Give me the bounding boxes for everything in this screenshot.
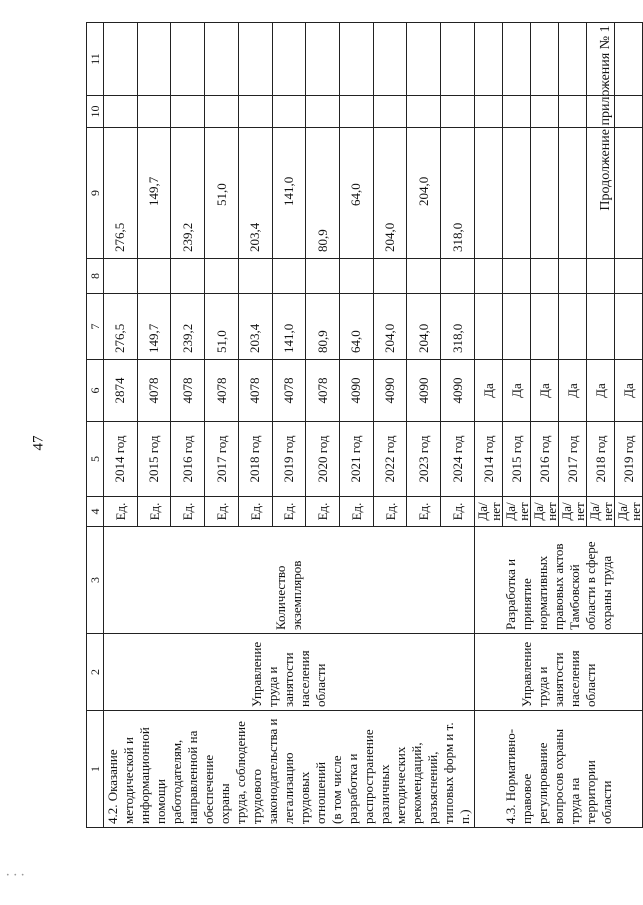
value-cell-9: 239,2 — [171, 128, 205, 259]
value-cell-6: Да — [531, 360, 559, 422]
value-cell-7: 51,0 — [205, 294, 239, 360]
unit-cell: Да/ нет — [615, 497, 643, 527]
value-cell-10 — [587, 96, 615, 128]
value-cell-7 — [475, 294, 503, 360]
column-number-6: 6 — [87, 360, 104, 422]
value-cell-8 — [171, 259, 205, 294]
value-cell-7: 64,0 — [340, 294, 374, 360]
value-cell-11 — [137, 23, 171, 96]
unit-cell: Да/ нет — [503, 497, 531, 527]
unit-cell: Да/ нет — [531, 497, 559, 527]
indicator-name: Разработка и принятие нормативных правовых актов Тамбовской области в сфере охраны труда — [475, 527, 643, 634]
value-cell-9 — [475, 128, 503, 259]
year-cell: 2024 год — [441, 422, 475, 497]
value-cell-7 — [559, 294, 587, 360]
value-cell-6: Да — [615, 360, 643, 422]
year-cell: 2014 год — [475, 422, 503, 497]
measure-description: 4.3. Нормативно- правовое регулирование вопросов охраны труда на территории области — [475, 711, 643, 828]
value-cell-11 — [503, 23, 531, 96]
value-cell-9: 51,0 — [205, 128, 239, 259]
year-cell: 2023 год — [407, 422, 441, 497]
value-cell-7 — [587, 294, 615, 360]
value-cell-11 — [475, 23, 503, 96]
year-cell: 2016 год — [531, 422, 559, 497]
value-cell-8 — [441, 259, 475, 294]
value-cell-8 — [137, 259, 171, 294]
value-cell-11 — [615, 23, 643, 96]
year-cell: 2019 год — [272, 422, 306, 497]
value-cell-8 — [238, 259, 272, 294]
year-cell: 2017 год — [205, 422, 239, 497]
value-cell-9 — [615, 128, 643, 259]
value-cell-7 — [503, 294, 531, 360]
value-cell-10 — [171, 96, 205, 128]
responsible-executor: Управление труда и занятости населения области — [475, 634, 643, 711]
value-cell-11 — [104, 23, 138, 96]
value-cell-6: 4078 — [238, 360, 272, 422]
value-cell-10 — [531, 96, 559, 128]
value-cell-11 — [559, 23, 587, 96]
column-number-4: 4 — [87, 497, 104, 527]
column-number-3: 3 — [87, 527, 104, 634]
value-cell-8 — [104, 259, 138, 294]
value-cell-8 — [475, 259, 503, 294]
value-cell-8 — [587, 259, 615, 294]
value-cell-6: 4090 — [441, 360, 475, 422]
value-cell-11 — [171, 23, 205, 96]
value-cell-7: 204,0 — [373, 294, 407, 360]
rotated-table-container — [86, 23, 643, 828]
value-cell-8 — [340, 259, 374, 294]
value-cell-9: 204,0 — [407, 128, 441, 259]
value-cell-7: 276,5 — [104, 294, 138, 360]
value-cell-7: 204,0 — [407, 294, 441, 360]
value-cell-6: 4090 — [407, 360, 441, 422]
value-cell-9 — [503, 128, 531, 259]
year-cell: 2014 год — [104, 422, 138, 497]
value-cell-9: 141,0 — [272, 128, 306, 259]
value-cell-10 — [615, 96, 643, 128]
unit-cell: Ед. — [441, 497, 475, 527]
value-cell-11 — [205, 23, 239, 96]
year-cell: 2015 год — [137, 422, 171, 497]
column-number-1: 1 — [87, 711, 104, 828]
value-cell-10 — [340, 96, 374, 128]
value-cell-8 — [531, 259, 559, 294]
value-cell-6: 4078 — [306, 360, 340, 422]
value-cell-6: 4078 — [205, 360, 239, 422]
unit-cell: Ед. — [137, 497, 171, 527]
value-cell-8 — [559, 259, 587, 294]
value-cell-9: 318,0 — [441, 128, 475, 259]
value-cell-9: 64,0 — [340, 128, 374, 259]
value-cell-8 — [205, 259, 239, 294]
value-cell-7: 80,9 — [306, 294, 340, 360]
column-number-2: 2 — [87, 634, 104, 711]
value-cell-9 — [531, 128, 559, 259]
value-cell-6: Да — [475, 360, 503, 422]
value-cell-11 — [531, 23, 559, 96]
value-cell-6: 4078 — [272, 360, 306, 422]
value-cell-10 — [272, 96, 306, 128]
value-cell-8 — [615, 259, 643, 294]
value-cell-9: 149,7 — [137, 128, 171, 259]
responsible-executor: Управление труда и занятости населения области — [104, 634, 475, 711]
year-cell: 2015 год — [503, 422, 531, 497]
year-cell: 2018 год — [587, 422, 615, 497]
value-cell-6: Да — [503, 360, 531, 422]
value-cell-6: Да — [587, 360, 615, 422]
value-cell-10 — [137, 96, 171, 128]
value-cell-11 — [441, 23, 475, 96]
program-table — [86, 22, 643, 828]
value-cell-9: 204,0 — [373, 128, 407, 259]
unit-cell: Ед. — [171, 497, 205, 527]
value-cell-7: 149,7 — [137, 294, 171, 360]
table-row — [104, 23, 138, 828]
value-cell-8 — [503, 259, 531, 294]
margin-mark: • • • — [6, 872, 26, 879]
unit-cell: Ед. — [104, 497, 138, 527]
value-cell-10 — [407, 96, 441, 128]
value-cell-10 — [373, 96, 407, 128]
column-number-11: 11 — [87, 23, 104, 96]
value-cell-11 — [587, 23, 615, 96]
value-cell-8 — [306, 259, 340, 294]
column-number-8: 8 — [87, 259, 104, 294]
value-cell-8 — [373, 259, 407, 294]
value-cell-9: 276,5 — [104, 128, 138, 259]
value-cell-7 — [615, 294, 643, 360]
value-cell-6: 2874 — [104, 360, 138, 422]
column-number-9: 9 — [87, 128, 104, 259]
value-cell-8 — [407, 259, 441, 294]
value-cell-9: 203,4 — [238, 128, 272, 259]
value-cell-7: 239,2 — [171, 294, 205, 360]
year-cell: 2022 год — [373, 422, 407, 497]
value-cell-7: 203,4 — [238, 294, 272, 360]
value-cell-10 — [104, 96, 138, 128]
column-number-7: 7 — [87, 294, 104, 360]
unit-cell: Ед. — [407, 497, 441, 527]
value-cell-11 — [340, 23, 374, 96]
value-cell-10 — [238, 96, 272, 128]
value-cell-10 — [475, 96, 503, 128]
value-cell-9 — [587, 128, 615, 259]
value-cell-10 — [306, 96, 340, 128]
unit-cell: Ед. — [340, 497, 374, 527]
year-cell: 2018 год — [238, 422, 272, 497]
value-cell-6: 4090 — [373, 360, 407, 422]
unit-cell: Да/ нет — [559, 497, 587, 527]
unit-cell: Ед. — [238, 497, 272, 527]
unit-cell: Ед. — [373, 497, 407, 527]
year-cell: 2021 год — [340, 422, 374, 497]
value-cell-10 — [441, 96, 475, 128]
value-cell-6: 4078 — [137, 360, 171, 422]
value-cell-7: 141,0 — [272, 294, 306, 360]
measure-description: 4.2. Оказание методической и информационной помощи работодателям, направленной на обеспечение охраны труда, соблюдение трудового законодательства и легализацию трудовых отношений (в том числе разработка и распространение различных методических рекомендаций, разъяснений, типовых форм и т. п.) — [104, 711, 475, 828]
value-cell-7 — [531, 294, 559, 360]
value-cell-9: 80,9 — [306, 128, 340, 259]
value-cell-10 — [559, 96, 587, 128]
value-cell-6: 4078 — [171, 360, 205, 422]
unit-cell: Ед. — [205, 497, 239, 527]
value-cell-6: 4090 — [340, 360, 374, 422]
unit-cell: Ед. — [272, 497, 306, 527]
value-cell-8 — [272, 259, 306, 294]
column-number-10: 10 — [87, 96, 104, 128]
value-cell-11 — [238, 23, 272, 96]
value-cell-7: 318,0 — [441, 294, 475, 360]
value-cell-11 — [306, 23, 340, 96]
year-cell: 2020 год — [306, 422, 340, 497]
year-cell: 2019 год — [615, 422, 643, 497]
year-cell: 2016 год — [171, 422, 205, 497]
table-row — [475, 23, 503, 828]
year-cell: 2017 год — [559, 422, 587, 497]
value-cell-11 — [272, 23, 306, 96]
unit-cell: Да/ нет — [587, 497, 615, 527]
indicator-name: Количество экземпляров — [104, 527, 475, 634]
column-number-5: 5 — [87, 422, 104, 497]
value-cell-6: Да — [559, 360, 587, 422]
value-cell-10 — [503, 96, 531, 128]
table-header-row — [87, 23, 104, 828]
value-cell-11 — [407, 23, 441, 96]
unit-cell: Ед. — [306, 497, 340, 527]
value-cell-9 — [559, 128, 587, 259]
value-cell-11 — [373, 23, 407, 96]
value-cell-10 — [205, 96, 239, 128]
unit-cell: Да/ нет — [475, 497, 503, 527]
